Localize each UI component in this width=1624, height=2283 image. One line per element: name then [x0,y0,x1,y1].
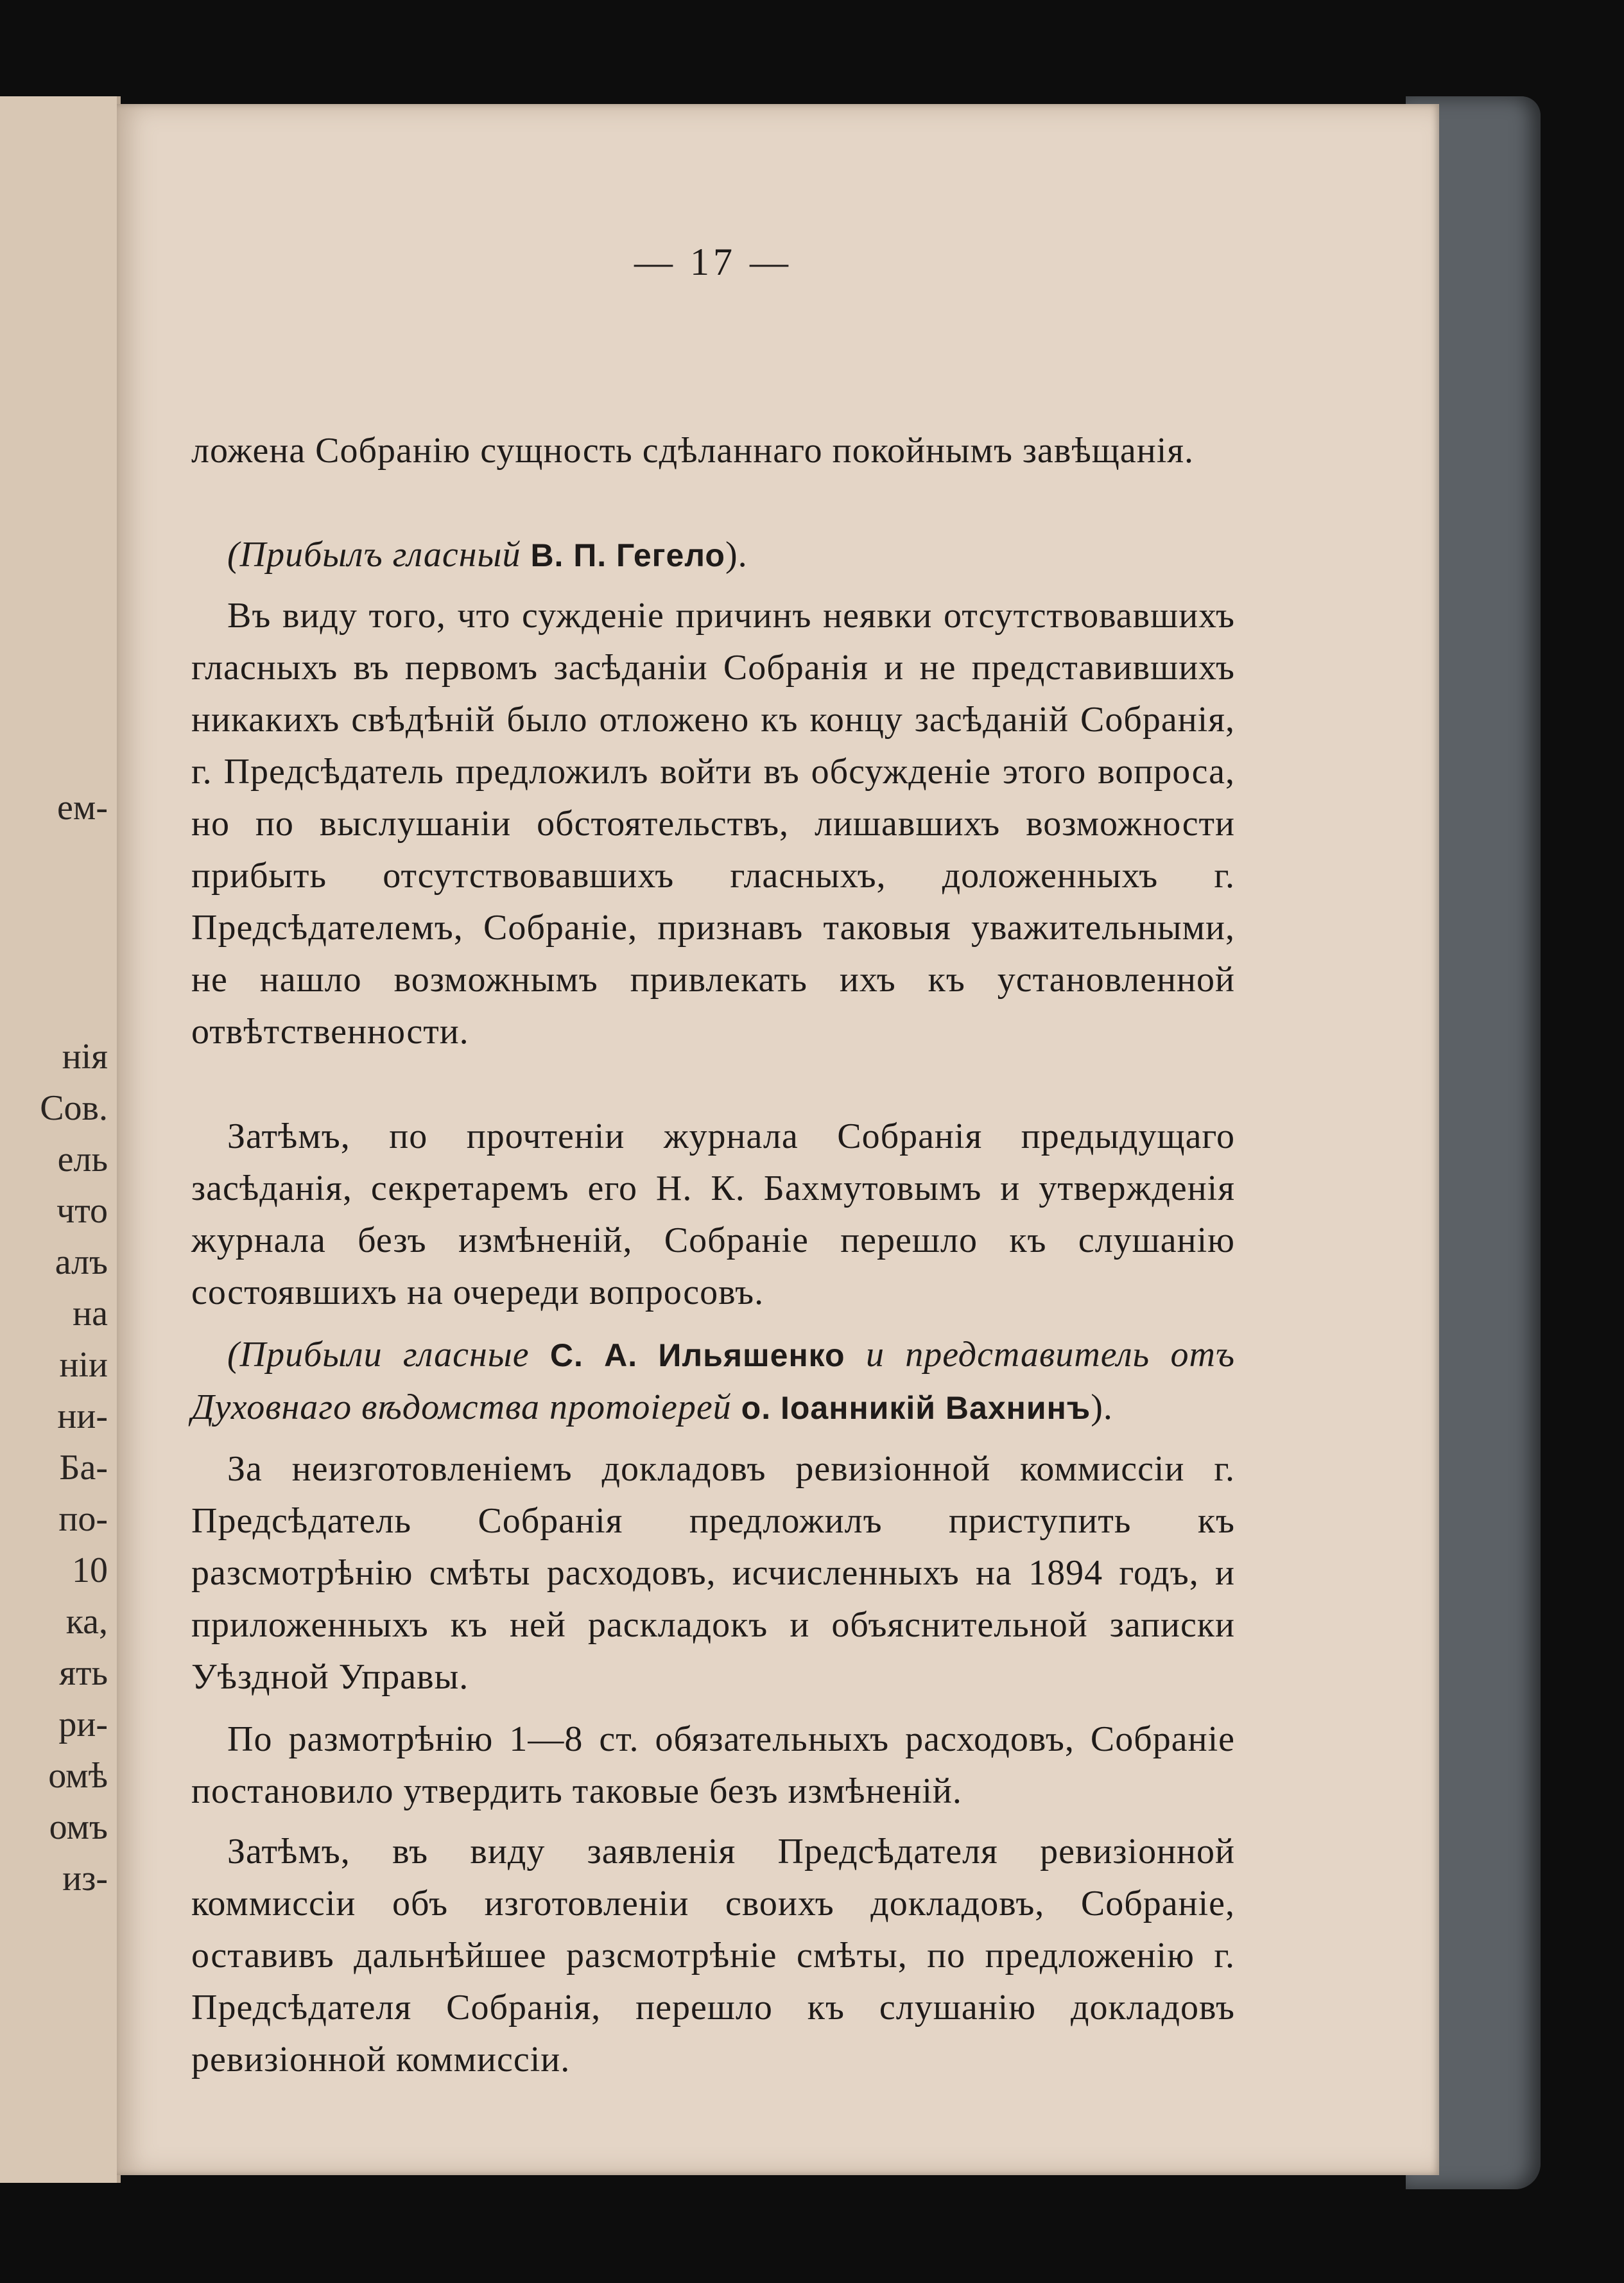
paragraph-5-arrival-note [191,1329,1235,1434]
book-page [117,104,1439,2175]
paragraph-7: По размотрѣнію 1—8 ст. обязательныхъ расходовъ, Собраніе постановило утвердить таковые безъ измѣненій. [191,1719,1235,1811]
left-page-fragment: ни- [57,1396,108,1436]
left-page-fragment: ри- [58,1705,108,1744]
left-page-fragment: из- [62,1859,108,1898]
paragraph-4: Затѣмъ, по прочтеніи журнала Собранія предыдущаго засѣданія, секретаремъ его Н. К. Бахмутовымъ и утвержденія журнала безъ измѣненій, Собраніе перешло къ слушанію состоявшихъ на очереди вопросовъ. [191,1116,1235,1312]
arrival-note-name-2: о. Іоанникій Вахнинъ [741,1390,1091,1426]
left-page-fragment: Ба- [59,1448,108,1488]
left-page-fragment: ніи [59,1345,108,1385]
left-page-fragment: ка, [65,1602,108,1642]
left-page-fragment: на [73,1294,108,1333]
left-page-edge [0,96,121,2183]
left-page-fragment: 10 [72,1550,108,1590]
left-page-fragment: Сов. [40,1088,108,1128]
arrival-note-name: В. П. Гегело [530,537,725,573]
arrival-note-middle: и представитель отъ Духовнаго вѣдомства протоіерей [191,1335,1236,1427]
left-page-fragment: ем- [57,788,108,828]
left-page-fragment: омѣ [48,1756,108,1796]
left-page-fragment: алъ [55,1242,108,1282]
arrival-note-name-1: С. А. Ильяшенко [549,1337,845,1373]
paragraph-1: ложена Собранію сущность сдѣланнаго покойнымъ завѣщанія. [191,431,1195,471]
arrival-note-open: (Прибылъ гласный [227,535,521,575]
paragraph-2-arrival-note [191,529,1235,582]
page-number: — 17 — [634,241,792,283]
paragraph-3: Въ виду того, что сужденіе причинъ неявки отсутствовавшихъ гласныхъ въ первомъ засѣданіи Собранія и не представившихъ никакихъ свѣдѣній было отложено къ концу засѣданій Собранія, г. Предсѣдатель предложилъ войти въ обсужденіе этого вопроса, но по выслушаніи обстоятельствъ, лишавшихъ возможности прибыть отсутствовавшихъ гласныхъ, доложенныхъ г. Предсѣдателемъ, Собраніе, признавъ таковыя уважительными, не нашло возможнымъ привлекать ихъ къ установленной отвѣтственности. [191,596,1235,1052]
left-page-fragment: ять [59,1653,108,1693]
left-page-fragment: нія [62,1037,108,1077]
left-page-fragment: что [56,1191,108,1231]
arrival-note-close: ). [1091,1387,1113,1427]
left-page-fragment: омъ [49,1807,108,1847]
paragraph-6: За неизготовленіемъ докладовъ ревизіонной коммиссіи г. Предсѣдатель Собранія предложилъ приступить къ разсмотрѣнію смѣты расходовъ, исчисленныхъ на 1894 годъ, и приложенныхъ къ ней раскладокъ и объяснительной записки Уѣздной Управы. [191,1449,1235,1697]
arrival-note-open: (Прибыли гласные [227,1335,530,1375]
arrival-note-close: ). [725,535,748,575]
paragraph-8: Затѣмъ, въ виду заявленія Предсѣдателя ревизіонной коммиссіи объ изготовленіи своихъ докладовъ, Собраніе, оставивъ дальнѣйшее разсмотрѣніе смѣты, по предложенію г. Предсѣдателя Собранія, перешло къ слушанію докладовъ ревизіонной коммиссіи. [191,1832,1235,2079]
left-page-fragment: по- [58,1499,108,1539]
left-page-fragment: ель [57,1140,108,1179]
